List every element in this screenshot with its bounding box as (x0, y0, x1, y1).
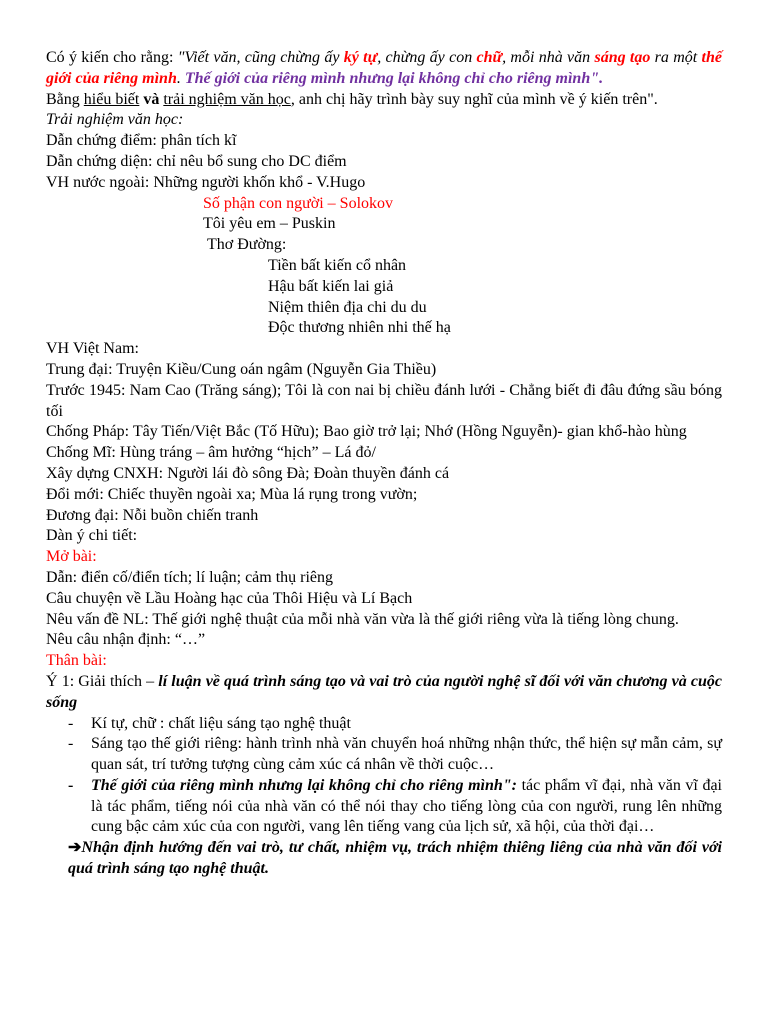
mo-bai-line: Nêu vấn đề NL: Thế giới nghệ thuật của mỗi nhà văn vừa là thế giới riêng vừa là tiếng lòng chung. (46, 610, 679, 628)
quote-part: , mỗi nhà văn (502, 49, 595, 66)
arrow-icon: ➔ (68, 839, 82, 857)
poem-line: Tiền bất kiến cổ nhân (268, 256, 407, 274)
prompt-paragraph (46, 48, 722, 90)
list-item-text: tác phẩm vĩ đại, nhà văn vĩ đại là tác phẩm, tiếng nói của nhà văn có thể nói thay cho tiếng lòng của con người, rung lên những cung bậc cảm xúc của con người, vang lên tiếng vang của lịch sử, xã hội, của thời đại… (91, 776, 723, 836)
list-item-bold: Thế giới của riêng mình nhưng lại không chỉ cho riêng mình": (91, 776, 517, 794)
quote-highlight-purple: Thế giới của riêng mình nhưng lại không chỉ cho riêng mình". (184, 69, 604, 87)
prompt-lead: Có ý kiến cho rằng: (46, 49, 178, 66)
vietnam-heading: VH Việt Nam: (46, 340, 139, 358)
poem-line: Độc thương nhiên nhi thế hạ (268, 319, 451, 337)
y1-line (46, 672, 722, 714)
foreign-literature-line: VH nước ngoài: Những người khốn khổ - V.Hugo (46, 173, 366, 191)
y1-prefix: Ý 1: Giải thích – (46, 672, 159, 690)
vietnam-line: Chống Mĩ: Hùng tráng – âm hưởng “hịch” – Lá đỏ/ (46, 444, 376, 462)
vietnam-line: Xây dựng CNXH: Người lái đò sông Đà; Đoàn thuyền đánh cá (46, 464, 450, 482)
underlined-trainghiem: trải nghiệm văn học (163, 90, 291, 108)
y1-bold: lí luận về quá trình sáng tạo và vai trò của người nghệ sĩ đối với văn chương và cuộc sống (46, 672, 722, 711)
tang-poetry-line: Thơ Đường: (207, 236, 287, 254)
quote-keyword-kytu: ký tự (343, 49, 378, 66)
poem-line: Hậu bất kiến lai giả (268, 277, 394, 295)
task-line (46, 90, 722, 111)
quote-keyword-thegioi: thế giới của riêng mình (46, 49, 722, 87)
vietnam-line: Đổi mới: Chiếc thuyền ngoài xa; Mùa lá rụng trong vườn; (46, 485, 418, 503)
mo-bai-line: Dẫn: điển cố/điển tích; lí luận; cảm thụ riêng (46, 568, 334, 586)
vietnam-line: Trung đại: Truyện Kiều/Cung oán ngâm (Nguyễn Gia Thiều) (46, 360, 437, 378)
conclusion-line (46, 838, 722, 880)
quote-part: , chừng ấy con (377, 49, 477, 66)
vietnam-line: Chống Pháp: Tây Tiến/Việt Bắc (Tố Hữu); Bao giờ trở lại; Nhớ (Hồng Nguyễn)- gian khổ-hào hùng (46, 423, 687, 441)
outline-heading: Dàn ý chi tiết: (46, 527, 138, 545)
list-item (46, 734, 722, 776)
mo-bai-line: Nêu câu nhận định: “…” (46, 631, 206, 649)
evidence-surface-line: Dẫn chứng diện: chỉ nêu bổ sung cho DC điểm (46, 152, 347, 170)
conclusion-text: Nhận định hướng đến vai trò, tư chất, nhiệm vụ, trách nhiệm thiêng liêng của nhà văn đối với quá trình sáng tạo nghệ thuật. (68, 839, 722, 878)
experience-heading: Trải nghiệm văn học: (46, 111, 184, 129)
bold-va: và (143, 90, 160, 108)
quote-part: "Viết văn, cũng chừng ấy (177, 49, 344, 66)
list-item-text: Kí tự, chữ : chất liệu sáng tạo nghệ thuật (91, 714, 351, 732)
quote-part: ra một (650, 49, 702, 66)
puskin-line: Tôi yêu em – Puskin (203, 215, 336, 233)
dash-marker: - (68, 735, 74, 753)
task-lead: Bằng (46, 90, 84, 108)
vietnam-line: Đương đại: Nỗi buồn chiến tranh (46, 506, 259, 524)
poem-line: Niệm thiên địa chi du du (268, 298, 427, 316)
task-tail: , anh chị hãy trình bày suy nghĩ của mình về ý kiến trên". (290, 90, 658, 108)
quote-part: . (176, 69, 185, 87)
vietnam-line: Trước 1945: Nam Cao (Trăng sáng); Tôi là con nai bị chiều đánh lưới - Chẳng biết đi đâu đứng sầu bóng tối (46, 381, 722, 420)
list-item (46, 714, 722, 735)
list-item (46, 776, 722, 838)
mo-bai-line: Câu chuyện về Lầu Hoàng hạc của Thôi Hiệu và Lí Bạch (46, 589, 413, 607)
solokov-line: Số phận con người – Solokov (203, 194, 394, 212)
quote-keyword-sangtao: sáng tạo (594, 49, 651, 66)
mo-bai-heading: Mở bài: (46, 548, 97, 566)
y1-list (46, 714, 722, 839)
than-bai-heading: Thân bài: (46, 652, 107, 670)
list-item-text: Sáng tạo thế giới riêng: hành trình nhà văn chuyển hoá những nhận thức, thể hiện sự mẫn cảm, sự quan sát, trí tưởng tượng cùng cảm xúc cá nhân về thời cuộc… (91, 735, 722, 774)
underlined-hieubiet: hiểu biết (83, 90, 140, 108)
evidence-point-line: Dẫn chứng điểm: phân tích kĩ (46, 132, 237, 150)
dash-marker: - (68, 714, 74, 732)
dash-marker: - (68, 776, 74, 794)
quote-keyword-chu: chữ (476, 49, 503, 66)
